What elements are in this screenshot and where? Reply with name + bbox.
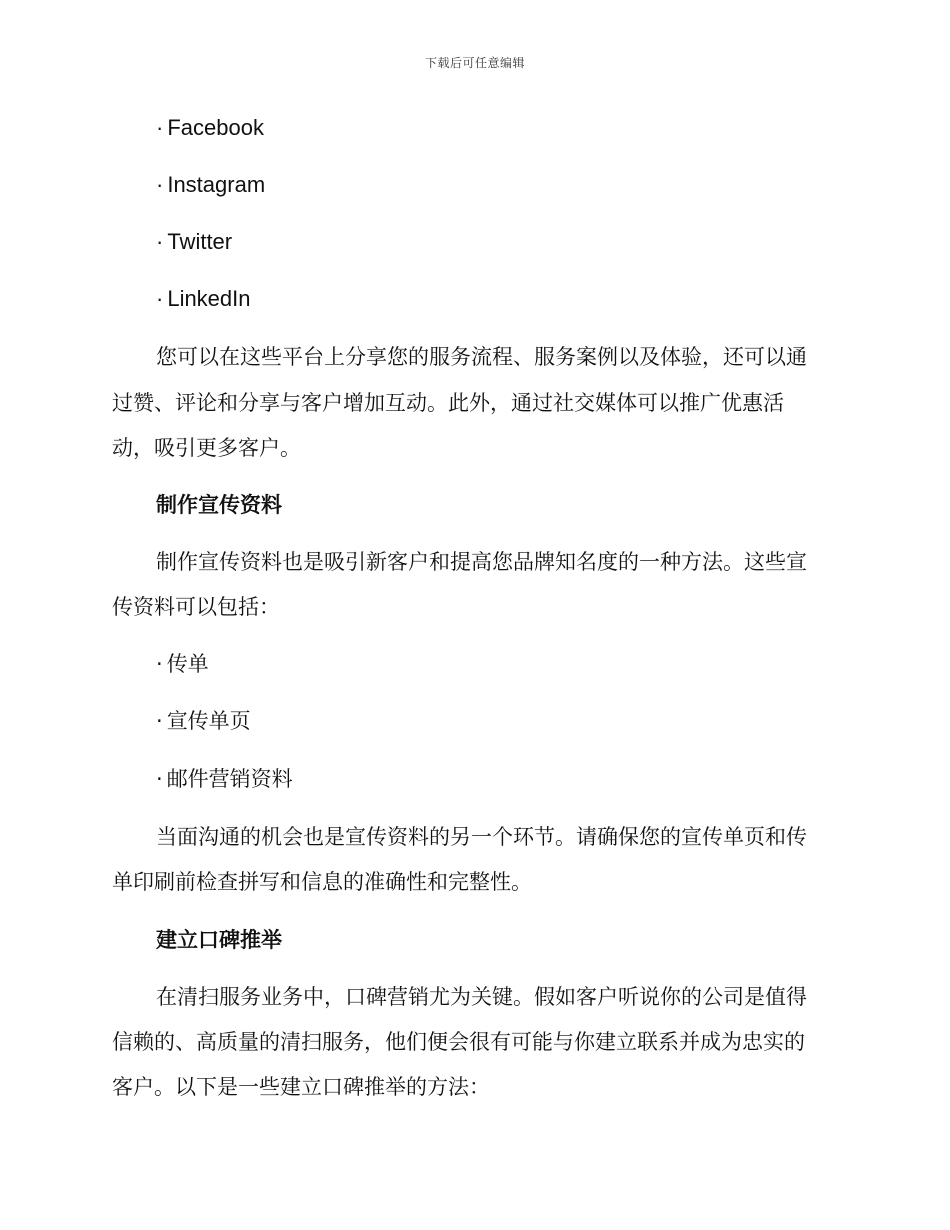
bullet-icon: ·: [156, 709, 163, 733]
list-item-label: 传单: [166, 652, 209, 676]
section-heading: 制作宣传资料: [156, 493, 282, 517]
paragraph-line: 客户。以下是一些建立口碑推举的方法：: [112, 1075, 490, 1099]
paragraph-line: 制作宣传资料也是吸引新客户和提高您品牌知名度的一种方法。这些宣: [156, 550, 807, 574]
list-item: [156, 117, 264, 139]
list-item-label: Twitter: [167, 229, 233, 254]
bullet-icon: ·: [156, 172, 164, 197]
list-item: [156, 769, 293, 790]
paragraph-line: 信赖的、高质量的清扫服务，他们便会很有可能与你建立联系并成为忠实的: [112, 1030, 805, 1054]
paragraph-line: 传资料可以包括：: [112, 595, 280, 619]
list-item-label: 邮件营销资料: [166, 767, 293, 791]
list-item: [156, 288, 251, 310]
page-header: 下载后可任意编辑: [424, 56, 525, 70]
list-item-label: Facebook: [167, 115, 264, 140]
paragraph-line: 您可以在这些平台上分享您的服务流程、服务案例以及体验，还可以通: [156, 345, 807, 369]
list-item: [156, 174, 265, 196]
paragraph-line: 在清扫服务业务中，口碑营销尤为关键。假如客户听说你的公司是值得: [156, 985, 807, 1009]
paragraph-line: 单印刷前检查拼写和信息的准确性和完整性。: [112, 870, 532, 894]
bullet-icon: ·: [156, 115, 164, 140]
list-item: [156, 711, 251, 732]
list-item: [156, 654, 209, 675]
bullet-icon: ·: [156, 229, 164, 254]
section-heading: 建立口碑推举: [156, 928, 282, 952]
paragraph-line: 过赞、评论和分享与客户增加互动。此外，通过社交媒体可以推广优惠活: [112, 391, 784, 415]
bullet-icon: ·: [156, 767, 163, 791]
paragraph-line: 当面沟通的机会也是宣传资料的另一个环节。请确保您的宣传单页和传: [156, 825, 807, 849]
bullet-icon: ·: [156, 286, 164, 311]
list-item-label: LinkedIn: [167, 286, 251, 311]
bullet-icon: ·: [156, 652, 163, 676]
list-item: [156, 231, 232, 253]
list-item-label: 宣传单页: [166, 709, 251, 733]
paragraph-line: 动，吸引更多客户。: [112, 436, 301, 460]
list-item-label: Instagram: [167, 172, 266, 197]
